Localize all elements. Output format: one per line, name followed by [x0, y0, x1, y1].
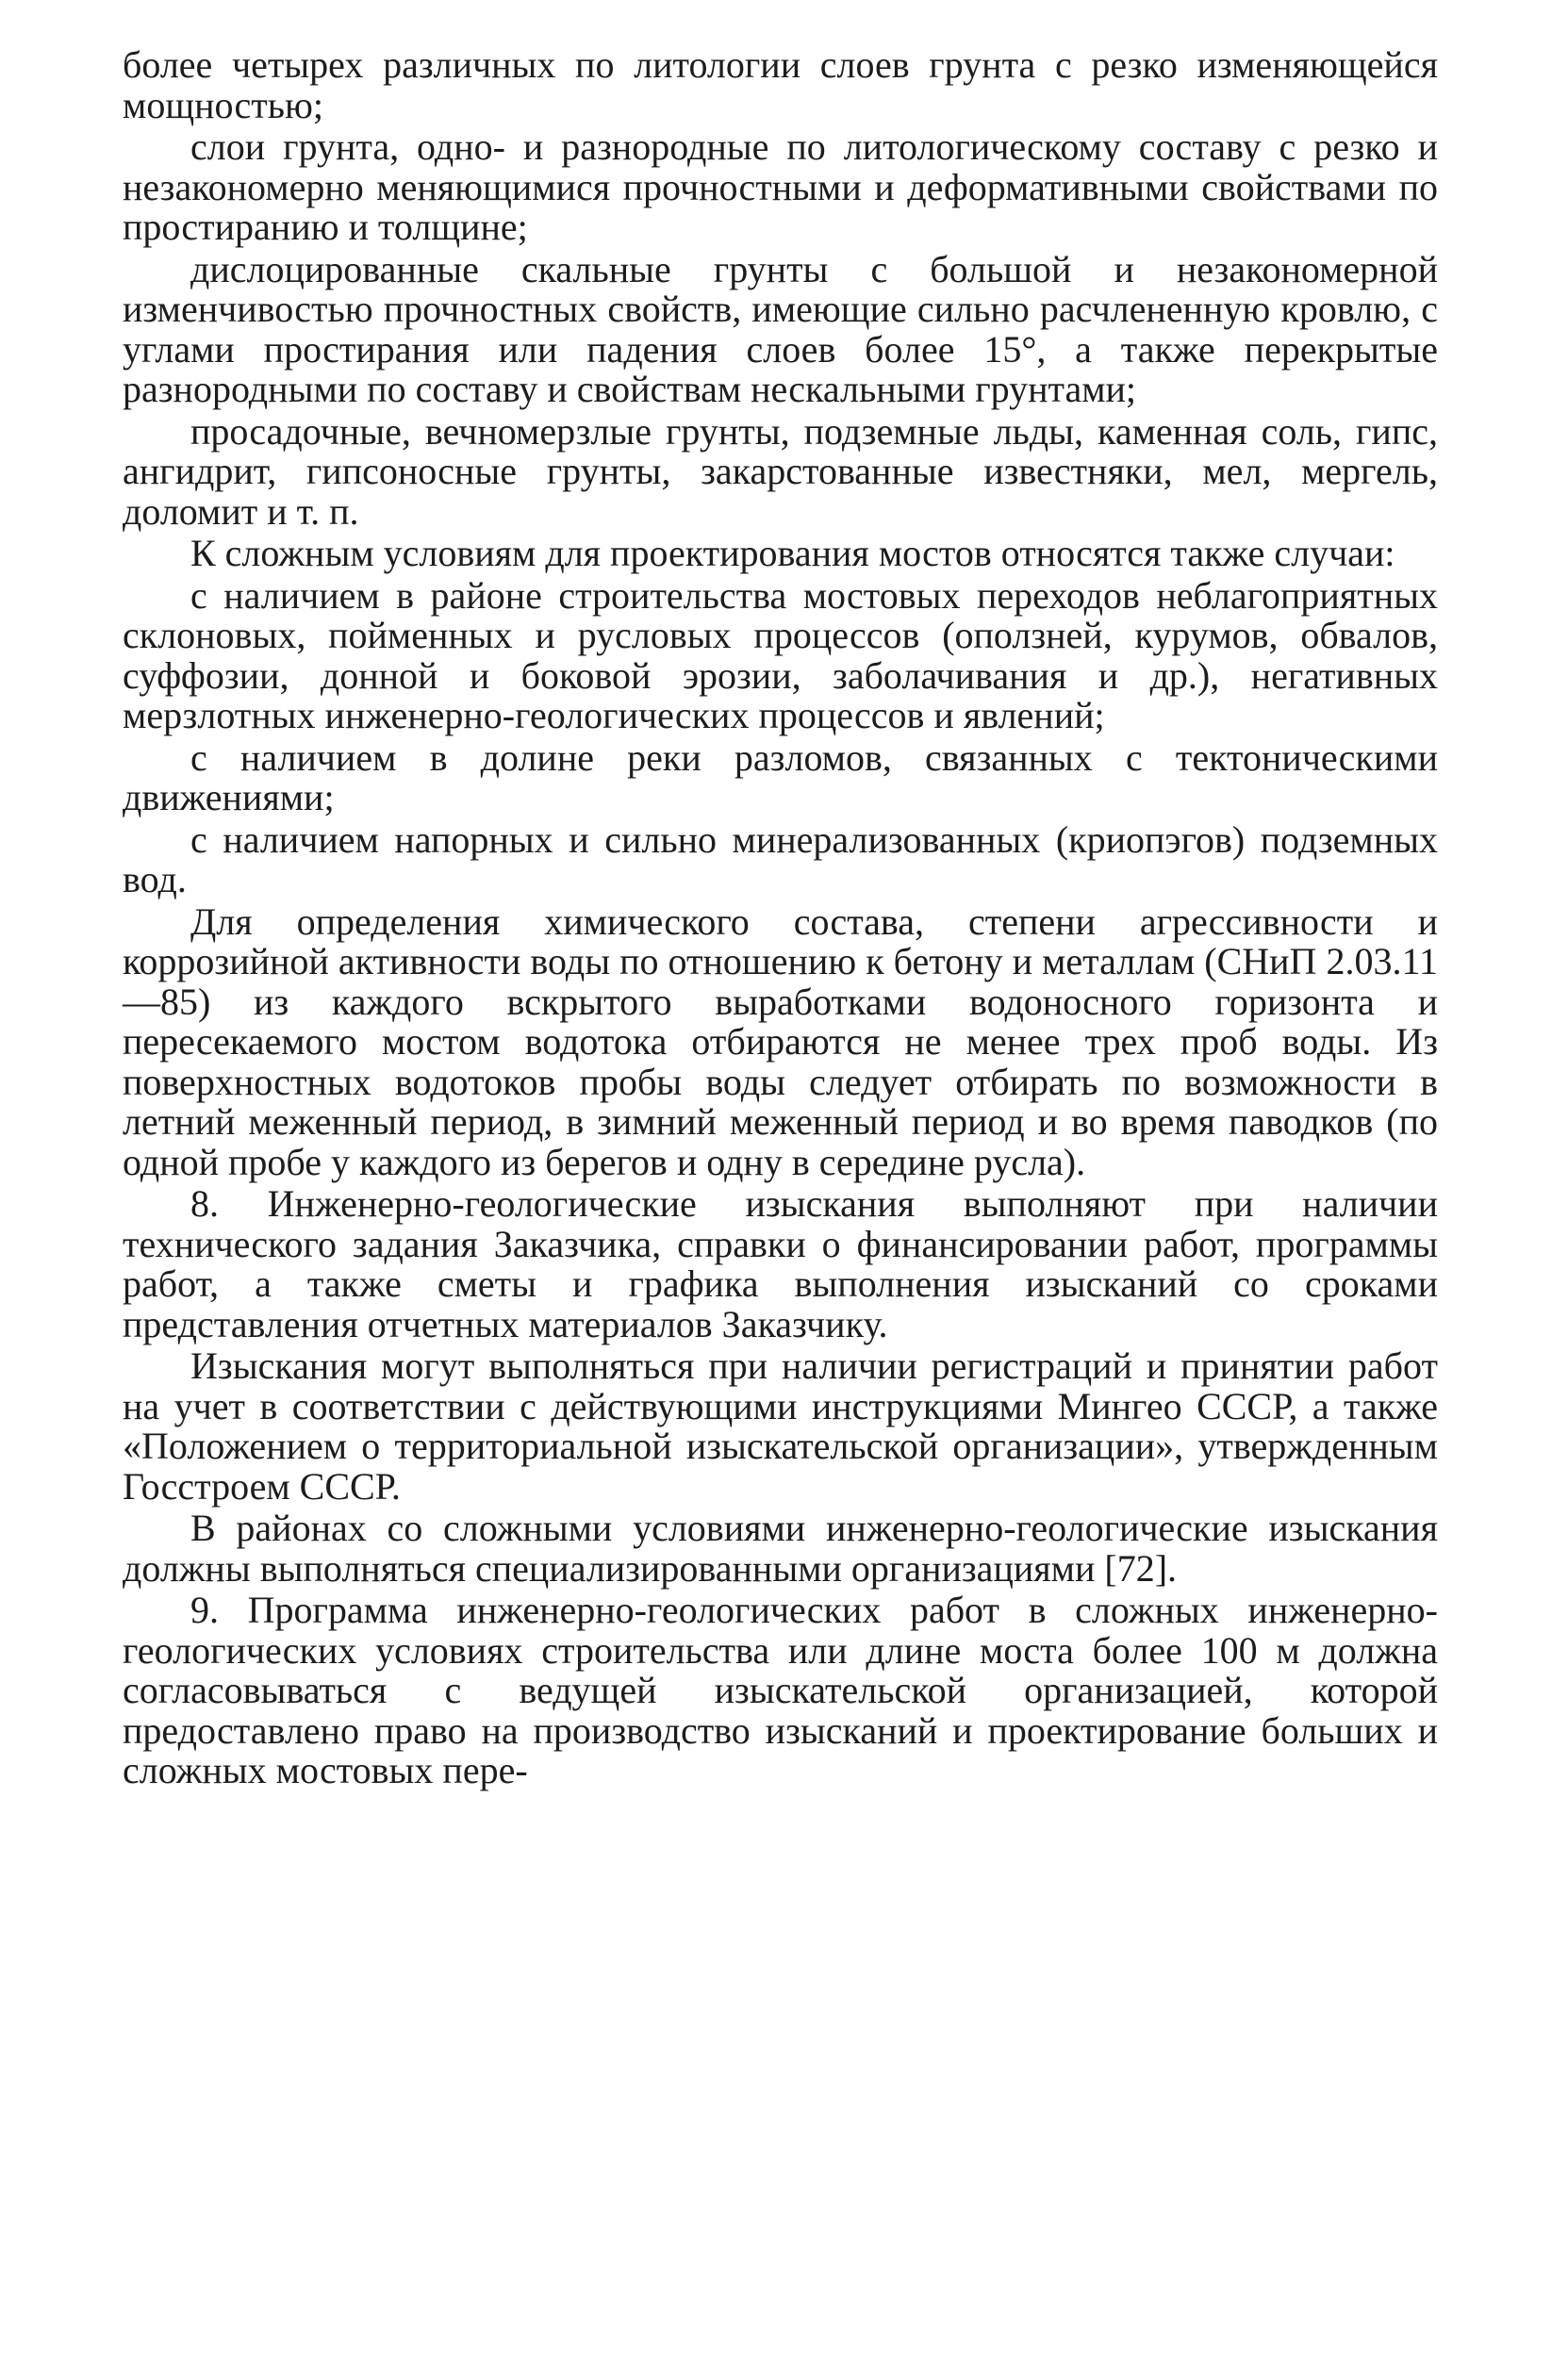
paragraph: с наличием в районе строительства мостовых переходов неблагоприятных склоновых, пойменных и русловых процессов (оползней, курумов, обвалов, суффозии, донной и боковой эрозии, заболачивания и др.), негативных мерзлотных инженерно-геологических процессов и явлений; [123, 573, 1438, 736]
paragraph: с наличием напорных и сильно минерализованных (криопэгов) подземных вод. [123, 817, 1438, 900]
paragraph: Изыскания могут выполняться при наличии регистраций и принятии работ на учет в соответствии с действующими инструкциями Мингео СССР, а также «Положением о территориальной изыскательской организации», утвержденным Госстроем СССР. [123, 1344, 1438, 1508]
paragraph: слои грунта, одно- и разнородные по литологическому составу с резко и незакономерно меняющимися прочностными и деформативными свойствами по простиранию и толщине; [123, 125, 1438, 248]
paragraph: просадочные, вечномерзлые грунты, подземные льды, каменная соль, гипс, ангидрит, гипсоносные грунты, закарстованные известняки, мел, мергель, доломит и т. п. [123, 409, 1438, 533]
paragraph: В районах со сложными условиями инженерно-геологические изыскания должны выполняться специализированными организациями [72]. [123, 1507, 1438, 1590]
paragraph: 8. Инженерно-геологические изыскания выполняют при наличии технического задания Заказчика, справки о финансировании работ, программы работ, а также сметы и графика выполнения изысканий со сроками представления отчетных материалов Заказчику. [123, 1182, 1438, 1345]
paragraph: дислоцированные скальные грунты с большой и незакономерной изменчивостью прочностных свойств, имеющие сильно расчлененную кровлю, с углами простирания или падения слоев более 15°, а также перекрытые разнородными по составу и свойствам нескальными грунтами; [123, 247, 1438, 410]
paragraph: с наличием в долине реки разломов, связанных с тектоническими движениями; [123, 735, 1438, 818]
paragraph: Для определения химического состава, степени агрессивности и коррозийной активности воды по отношению к бетону и металлам (СНиП 2.03.11—85) из каждого вскрытого выработками водоносного горизонта и пересекаемого мостом водотока отбираются не менее трех проб воды. Из поверхностных водотоков пробы воды следует отбирать по возможности в летний меженный период, в зимний меженный период и во время паводков (по одной пробе у каждого из берегов и одну в середине русла). [123, 899, 1438, 1183]
paragraph: К сложным условиям для проектирования мостов относятся также случаи: [190, 532, 1395, 574]
paragraph: более четырех различных по литологии слоев грунта с резко изменяющейся мощностью; [123, 43, 1438, 126]
body-text [123, 45, 1438, 1793]
paragraph: 9. Программа инженерно-геологических работ в сложных инженерно-геологических условиях строительства или длине моста более 100 м должна согласовываться с ведущей изыскательской организацией, которой предоставлено право на производство изысканий и проектирование больших и сложных мостовых пере- [123, 1589, 1438, 1791]
